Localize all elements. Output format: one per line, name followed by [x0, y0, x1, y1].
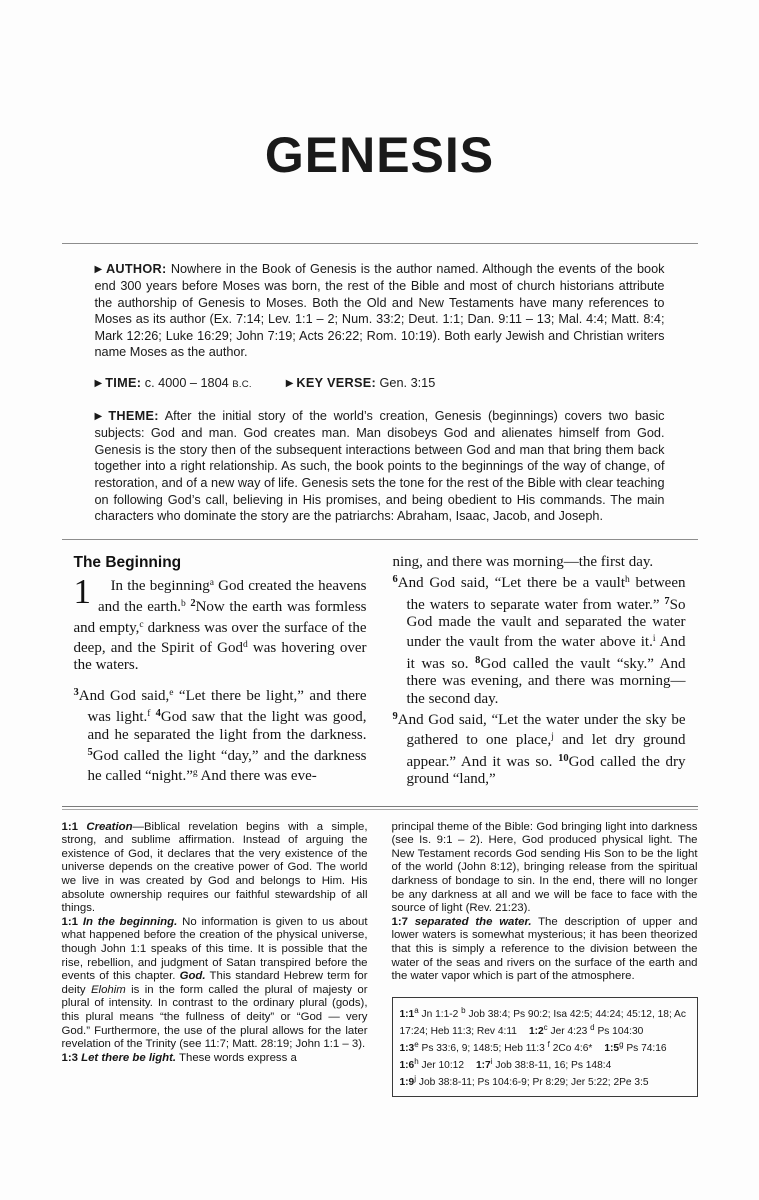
note-light-continued-text: principal theme of the Bible: God bringing light into darkness (see Is. 9:1 – 2). Here, God produced physical light. The New Testament records God sending His Son to be the light of the world (John 8:12), bringing release from the spiritual darkness of bondage to sin. In the end, there will no longer be any darkness at all and we will be face to face with the source of light (Rev. 21:23).	[391, 820, 698, 915]
note-creation	[62, 821, 368, 916]
xref-text-g: Ps 74:16	[623, 1042, 667, 1054]
author-label: AUTHOR:	[105, 261, 167, 276]
verse-10-text: God called the dry ground “land,”	[406, 753, 686, 788]
verse-3-cont: “Let there be light,” and there was light.	[87, 687, 367, 726]
verses-6-8	[393, 571, 686, 708]
note-elohim-italic: Elohim	[90, 983, 126, 996]
scripture-column-left	[74, 554, 367, 789]
xref-verse-1-1: 1:1	[399, 1008, 415, 1020]
crossref-marker-h: h	[625, 575, 630, 586]
xref-text-e: Ps 33:6, 9; 148:5; Heb 11:3	[418, 1042, 548, 1054]
xref-verse-1-9: 1:9	[399, 1076, 415, 1088]
note-ref-1-7: 1:7	[391, 915, 408, 928]
cross-reference-row	[400, 1055, 690, 1072]
verse-2-text: Now the earth was formless and empty,	[73, 599, 367, 636]
xref-marker-b: b	[461, 1005, 466, 1015]
verse-2-end: was hovering over the waters.	[73, 640, 367, 674]
commentary-column-right	[392, 821, 698, 1097]
time-keyverse-line	[95, 375, 665, 394]
note-light-continuation	[392, 821, 698, 916]
note-ref-1-1-b: 1:1	[61, 915, 78, 928]
section-heading: The Beginning	[73, 553, 182, 571]
xref-text-j: Job 38:8-11; Ps 104:6-9; Pr 8:29; Jer 5:22; 2Pe 3:5	[416, 1076, 649, 1088]
verse-number-10: 10	[558, 752, 569, 764]
note-let-there-be-light	[62, 1052, 368, 1066]
xref-marker-a: a	[414, 1005, 419, 1015]
theme-paragraph	[95, 408, 665, 525]
crossref-marker-j: j	[551, 732, 554, 743]
verse-5-continuation	[393, 554, 686, 571]
verse-4-text: God saw that the light was good, and he separated the light from the darkness.	[87, 709, 367, 743]
commentary-section	[62, 806, 698, 1097]
key-verse-label: KEY VERSE:	[296, 376, 377, 391]
xref-verse-1-6: 1:6	[399, 1059, 415, 1071]
verse-number-9: 9	[392, 711, 398, 723]
scripture-columns	[74, 540, 686, 789]
verse-number-2: 2	[190, 598, 196, 610]
note-creation-text: Biblical revelation begins with a simple, strong, and sublime affirmation. Instead of arguing the existence of God, it declares that the very existence of the universe depends on the creative power of God. The world we live in was created by God and belongs to Him. His absolute ownership requires our faithful stewardship of all things.	[61, 820, 368, 915]
verse-1-cont: God created the heavens and the earth.	[98, 577, 367, 616]
crossref-marker-g: g	[192, 768, 198, 779]
theme-label: THEME:	[108, 408, 159, 423]
cross-reference-row	[400, 1038, 690, 1055]
verse-number-5: 5	[87, 747, 93, 759]
note-keyword-separated-the-water: separated the water.	[414, 915, 532, 928]
verses-9-10	[393, 708, 686, 789]
xref-text-b: Job 38:4; Ps 90:2; Isa 42:5; 44:24; 45:12, 18; Ac 17:24; Heb 11:3; Rev 4:11	[399, 1008, 686, 1037]
note-ref-1-1: 1:1	[61, 820, 78, 833]
verse-5-cont: And there was eve-	[197, 768, 317, 785]
verse-6-text: And God said, “Let there be a vault	[397, 575, 626, 592]
cross-reference-row	[400, 1004, 690, 1038]
verse-6-cont: between the waters to separate water from water.”	[406, 575, 686, 613]
cross-reference-box	[392, 997, 698, 1097]
note-keyword-god: God.	[179, 970, 206, 983]
bullet-triangle-icon: ▶	[94, 378, 103, 390]
verse-number-7: 7	[664, 595, 670, 607]
verse-number-4: 4	[155, 708, 161, 720]
time-label: TIME:	[105, 376, 142, 391]
note-in-the-beginning	[62, 916, 368, 1052]
note-keyword-creation: Creation	[86, 820, 133, 833]
xref-text-a: Jn 1:1-2	[418, 1008, 462, 1020]
verse-number-8: 8	[475, 654, 481, 666]
xref-verse-1-2: 1:2	[528, 1025, 544, 1037]
verse-7-cont: And it was so.	[406, 634, 686, 672]
xref-text-h: Jer 10:12	[418, 1059, 464, 1071]
verse-1-text: In the beginning	[110, 577, 210, 594]
introduction-section	[95, 244, 665, 525]
cross-reference-row	[400, 1072, 690, 1089]
note-keyword-let-there-be-light: Let there be light.	[81, 1051, 177, 1064]
verse-number-3: 3	[73, 686, 79, 698]
chapter-number: 1	[73, 571, 91, 611]
note-separated-the-water	[392, 916, 698, 984]
note-water-text: The description of upper and lower waters is somewhat mysterious; it has been theorized that this is simply a reference to the division between the water of the seas and rivers on the surface of the earth and the water vapor which is part of the atmosphere.	[391, 915, 698, 983]
xref-text-d: Ps 104:30	[594, 1025, 644, 1037]
xref-marker-g: g	[619, 1039, 624, 1049]
bullet-triangle-icon: ▶	[94, 263, 103, 275]
crossref-marker-f: f	[147, 709, 151, 720]
scripture-column-right	[393, 554, 686, 789]
xref-marker-f: f	[547, 1039, 550, 1049]
commentary-columns	[62, 810, 698, 1097]
xref-text-i: Job 38:8-11, 16; Ps 148:4	[492, 1059, 612, 1071]
crossref-marker-e: e	[169, 687, 174, 698]
xref-marker-j: j	[414, 1073, 417, 1083]
time-value: c. 4000 – 1804	[141, 376, 233, 391]
verses-3-5	[74, 684, 367, 786]
xref-marker-e: e	[414, 1039, 419, 1049]
bullet-triangle-icon: ▶	[94, 410, 106, 422]
xref-text-c: Jer 4:23	[547, 1025, 591, 1037]
xref-text-f: 2Co 4:6*	[549, 1042, 593, 1054]
key-verse-value: Gen. 3:15	[376, 376, 436, 391]
note-dash: —	[132, 820, 144, 833]
xref-marker-c: c	[543, 1022, 548, 1032]
verse-5-text: God called the light “day,” and the darkness he called “night.”	[87, 748, 367, 785]
author-text: Nowhere in the Book of Genesis is the author named. Although the events of the book end 300 years before Moses was born, the rest of the Bible and most of church historians attribute the authorship of Genesis to Moses. Both the Old and New Testaments have many references to Moses as its author (Ex. 7:14; Lev. 1:1 – 2; Num. 33:2; Deut. 1:1; Dan. 9:11 – 13; Mal. 4:4; Matt. 8:4; Mark 12:26; Luke 16:29; John 7:19; Acts 26:22; Rom. 10:19). Both early Jewish and Christian writers name Moses as the author.	[94, 261, 665, 360]
verse-8-text: God called the vault “sky.” And there was evening, and there was morning—the second day.	[406, 655, 686, 707]
verse-2-cont: darkness was over the surface of the deep, and the Spirit of God	[73, 619, 367, 657]
commentary-column-left	[62, 821, 368, 1097]
theme-text: After the initial story of the world’s creation, Genesis (beginnings) covers two basic subjects: God and man. God creates man. Man disobeys God and alienates himself from God. Genesis is the story then of the subsequent interactions between God and man that bring them back together into a right relationship. As such, the book points to the beginnings of the way of change, of restoration, and of a new way of life. Genesis sets the tone for the rest of the Bible with clear teaching on following God’s call, believing in His promises, and being obedient to His commands. The main characters who dominate the story are the patriarchs: Abraham, Isaac, Jacob, and Joseph.	[94, 408, 665, 524]
note-ref-1-3: 1:3	[61, 1051, 78, 1064]
xref-marker-i: i	[490, 1056, 493, 1066]
xref-verse-1-7: 1:7	[476, 1059, 491, 1071]
crossref-marker-d: d	[242, 640, 248, 651]
page-title: GENESIS	[264, 126, 495, 183]
author-paragraph	[95, 261, 665, 362]
time-era: B.C.	[232, 379, 252, 391]
verses-1-2	[73, 571, 367, 675]
verse-9-text: And God said, “Let the water under the sky be gathered to one place,	[397, 712, 686, 749]
note-keyword-in-the-beginning: In the beginning.	[82, 915, 178, 928]
crossref-marker-i: i	[652, 634, 656, 645]
xref-marker-d: d	[590, 1022, 595, 1032]
xref-verse-1-3: 1:3	[399, 1042, 415, 1054]
verse-5-continued-text: ning, and there was morning—the first day.	[392, 553, 654, 570]
note-beginning-text3: is in the form called the plural of majesty or plural of intensity. In contrast to the ordinary plural (gods), this plural means “the fullness of deity” or “God — very God.” Furthermore, the use of the plural allows for the later revelation of the Trinity (see 11:7; Matt. 28:19; John 1:1 – 3).	[61, 983, 368, 1051]
bullet-triangle-icon: ▶	[285, 378, 294, 390]
xref-verse-1-5: 1:5	[604, 1042, 620, 1054]
note-light-text: These words express a	[176, 1051, 297, 1064]
crossref-marker-c: c	[139, 619, 144, 630]
note-beginning-text2: This standard Hebrew term for deity	[61, 970, 368, 996]
verse-9-cont: and let dry ground appear.” And it was so.	[406, 732, 686, 770]
crossref-marker-a: a	[209, 577, 214, 588]
note-beginning-text: No information is given to us about what happened before the creation of the physical universe, though John 1:1 speaks of this time. It is possible that the rise, rebellion, and judgment of Satan transpired before the events of this chapter.	[61, 915, 368, 983]
crossref-marker-b: b	[180, 599, 186, 610]
verse-number-6: 6	[392, 574, 398, 586]
verse-3-text: And God said,	[78, 687, 170, 704]
verse-7-text: So God made the vault and separated the water under the vault from the water above it.	[406, 596, 686, 651]
xref-marker-h: h	[414, 1056, 419, 1066]
notes-divider-top	[62, 806, 698, 807]
